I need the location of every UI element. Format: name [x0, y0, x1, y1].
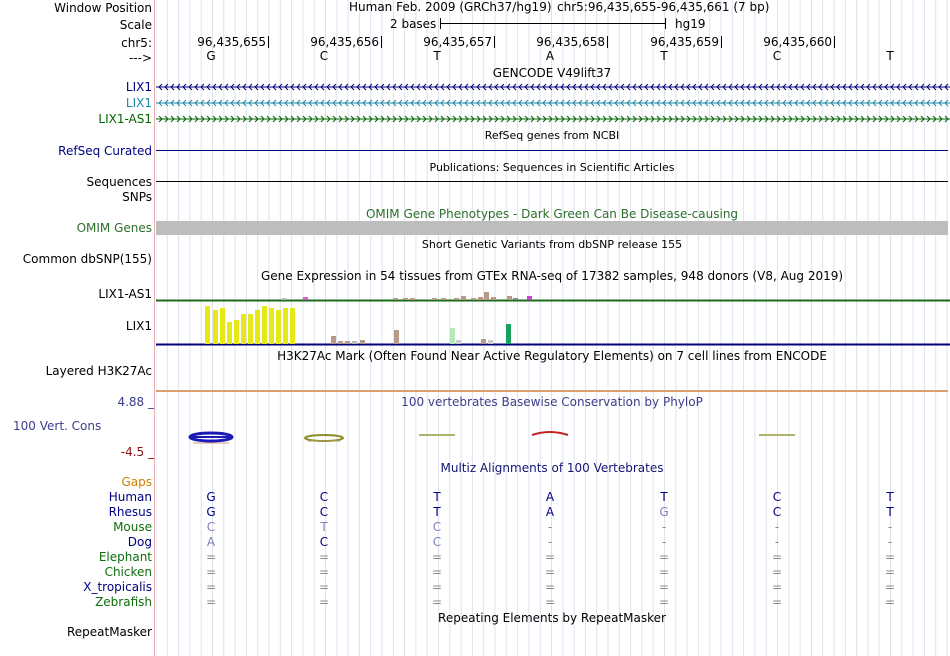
ruler-position-label: 96,435,657 [423, 35, 492, 49]
h3k27ac-title[interactable]: H3K27Ac Mark (Often Found Near Active Regulatory Elements) on 7 cell lines from ENCODE [277, 349, 827, 363]
gencode-gene-lix1-b[interactable]: LIX1 [125, 96, 152, 110]
alignment-base: = [658, 595, 670, 609]
label-column-divider [154, 0, 155, 656]
alignment-base: = [205, 565, 217, 579]
alignment-base: G [206, 505, 216, 519]
reference-base: T [433, 49, 441, 63]
gtex-bar[interactable] [484, 292, 489, 300]
alignment-base: = [318, 565, 330, 579]
gtex-bar[interactable] [393, 298, 398, 300]
cons-glyph[interactable] [532, 432, 568, 435]
gtex-bar[interactable] [338, 341, 343, 344]
strand-label: ---> [128, 51, 152, 65]
gtex-bar[interactable] [471, 298, 476, 300]
species-label-x_tropicalis[interactable]: X_tropicalis [83, 580, 152, 594]
reference-base: T [886, 49, 894, 63]
scale-label: Scale [119, 18, 152, 32]
omim-label[interactable]: OMIM Genes [76, 221, 152, 235]
alignment-base: C [206, 520, 216, 534]
h3k27ac-baseline [156, 390, 948, 392]
alignment-base: A [206, 535, 216, 549]
gencode-gene-lix1-as1[interactable]: LIX1-AS1 [98, 112, 152, 126]
gtex-bar[interactable] [283, 308, 288, 344]
assembly-text: Human Feb. 2009 (GRCh37/hg19) [349, 0, 552, 14]
alignment-base: - [547, 520, 553, 534]
alignment-base: T [320, 520, 328, 534]
reference-base: A [545, 49, 555, 63]
gtex-bar[interactable] [227, 322, 232, 344]
db-text: hg19 [675, 17, 706, 31]
alignment-base: = [658, 565, 670, 579]
ruler-tick [381, 36, 382, 48]
alignment-base: = [544, 565, 556, 579]
alignment-base: = [658, 550, 670, 564]
gtex-bar[interactable] [507, 296, 512, 300]
gtex-bar[interactable] [441, 298, 446, 300]
alignment-base: = [771, 550, 783, 564]
alignment-base: = [771, 595, 783, 609]
refseq-label[interactable]: RefSeq Curated [58, 144, 152, 158]
chrom-label: chr5: [121, 36, 152, 50]
gtex-bar[interactable] [461, 296, 466, 300]
gtex-bar[interactable] [345, 341, 350, 344]
gtex-bar[interactable] [205, 306, 210, 344]
alignment-base: = [658, 580, 670, 594]
cons-label[interactable]: 100 Vert. Cons [13, 419, 102, 433]
ruler-position-label: 96,435,659 [650, 35, 719, 49]
gtex-bar[interactable] [248, 314, 253, 344]
repeatmasker-title[interactable]: Repeating Elements by RepeatMasker [438, 611, 666, 625]
gtex-gene-lix1-as1[interactable]: LIX1-AS1 [98, 287, 152, 301]
alignment-base: T [660, 490, 668, 504]
species-label-mouse[interactable]: Mouse [113, 520, 152, 534]
h3k27ac-label[interactable]: Layered H3K27Ac [45, 364, 152, 378]
alignment-base: G [659, 505, 669, 519]
gtex-bar[interactable] [450, 328, 455, 344]
alignment-base: = [544, 550, 556, 564]
alignment-base: - [661, 520, 667, 534]
dbsnp-label[interactable]: Common dbSNP(155) [22, 252, 152, 266]
alignment-base: T [433, 490, 441, 504]
alignment-base: = [884, 565, 896, 579]
alignment-base: - [661, 535, 667, 549]
reference-base: G [206, 49, 216, 63]
gtex-bar[interactable] [513, 298, 518, 300]
gtex-bar[interactable] [527, 296, 532, 300]
alignment-base: = [771, 580, 783, 594]
alignment-base: C [432, 535, 442, 549]
gene-line-2[interactable] [156, 116, 950, 122]
alignment-base: T [886, 505, 894, 519]
gtex-bar[interactable] [290, 308, 295, 344]
refseq-title[interactable]: RefSeq genes from NCBI [484, 129, 620, 142]
gtex-gene-lix1[interactable]: LIX1 [125, 319, 152, 333]
species-label-rhesus[interactable]: Rhesus [108, 505, 152, 519]
dbsnp-title[interactable]: Short Genetic Variants from dbSNP release 155 [421, 238, 683, 251]
cons-wiggle[interactable] [156, 426, 950, 450]
cons-title[interactable]: 100 vertebrates Basewise Conservation by PhyloP [401, 395, 703, 409]
alignment-base: = [318, 550, 330, 564]
cons-glyph[interactable] [190, 433, 232, 443]
gtex-bar[interactable] [303, 297, 308, 300]
publications-title[interactable]: Publications: Sequences in Scientific Articles [429, 161, 675, 174]
gtex-bar[interactable] [481, 339, 486, 344]
gtex-bar[interactable] [352, 341, 357, 344]
alignment-base: = [318, 580, 330, 594]
ruler-tick [268, 36, 269, 48]
alignment-base: - [887, 520, 893, 534]
species-label-chicken[interactable]: Chicken [104, 565, 152, 579]
gtex-bar[interactable] [255, 310, 260, 344]
alignment-base: = [544, 580, 556, 594]
alignment-base: C [772, 505, 782, 519]
gtex-bar[interactable] [213, 310, 218, 344]
cons-ymax: 4.88 _ [117, 395, 154, 409]
alignment-base: T [886, 490, 894, 504]
ruler-tick [494, 36, 495, 48]
species-label-elephant[interactable]: Elephant [98, 550, 152, 564]
region-text[interactable]: chr5:96,435,655-96,435,661 (7 bp) [557, 0, 770, 14]
alignment-base: C [432, 520, 442, 534]
alignment-base: = [205, 595, 217, 609]
ruler-position-label: 96,435,658 [536, 35, 605, 49]
gene-line-1[interactable] [156, 100, 950, 106]
alignment-base: = [884, 580, 896, 594]
alignment-base: - [887, 535, 893, 549]
publications-line[interactable] [156, 181, 948, 182]
reference-base: C [772, 49, 782, 63]
alignment-base: = [431, 565, 443, 579]
alignment-base: = [205, 580, 217, 594]
omim-title[interactable]: OMIM Gene Phenotypes - Dark Green Can Be Disease-causing [365, 207, 739, 221]
ruler-position-label: 96,435,656 [310, 35, 379, 49]
alignment-base: = [884, 550, 896, 564]
alignment-base: - [547, 535, 553, 549]
snps-label[interactable]: SNPs [122, 190, 152, 204]
gencode-gene-lines[interactable] [156, 80, 950, 126]
gtex-bar[interactable] [262, 306, 267, 344]
gtex-bar[interactable] [269, 308, 274, 344]
gtex-bar[interactable] [241, 314, 246, 344]
window-position-label: Window Position [54, 1, 152, 15]
cons-glyph[interactable] [305, 435, 343, 441]
repeatmasker-label[interactable]: RepeatMasker [66, 625, 152, 639]
alignment-base: - [774, 535, 780, 549]
alignment-base: C [319, 490, 329, 504]
alignment-base: = [205, 550, 217, 564]
scale-bar [440, 23, 666, 24]
ruler-position-label: 96,435,655 [197, 35, 266, 49]
refseq-gene-line[interactable] [156, 150, 948, 151]
gtex-bar[interactable] [276, 310, 281, 344]
ruler-tick [721, 36, 722, 48]
gtex-bar[interactable] [331, 336, 336, 344]
alignment-base: C [319, 535, 329, 549]
alignment-base: C [772, 490, 782, 504]
gtex-bar[interactable] [488, 340, 493, 344]
gtex-bar[interactable] [478, 297, 483, 300]
species-label-zebrafish[interactable]: Zebrafish [95, 595, 152, 609]
gtex-bar[interactable] [456, 340, 461, 344]
alignment-base: C [319, 505, 329, 519]
alignment-base: = [771, 565, 783, 579]
alignment-base: A [545, 505, 555, 519]
alignment-base: A [545, 490, 555, 504]
alignment-base: = [431, 595, 443, 609]
cons-ymin: -4.5 _ [120, 445, 154, 459]
reference-base: C [319, 49, 329, 63]
gencode-title[interactable]: GENCODE V49lift37 [492, 66, 612, 80]
gtex-title[interactable]: Gene Expression in 54 tissues from GTEx RNA-seq of 17382 samples, 948 donors (V8, Aug 2019) [260, 269, 844, 283]
alignment-base: = [431, 550, 443, 564]
alignment-base: = [431, 580, 443, 594]
gtex-expression-bars[interactable] [156, 288, 950, 348]
gtex-bar[interactable] [491, 297, 496, 300]
gtex-bar[interactable] [360, 340, 365, 344]
ruler-position-label: 96,435,660 [763, 35, 832, 49]
alignment-base: T [433, 505, 441, 519]
gaps-label[interactable]: Gaps [121, 475, 152, 489]
species-label-dog[interactable]: Dog [127, 535, 152, 549]
gtex-bar[interactable] [432, 298, 437, 300]
alignment-base: = [544, 595, 556, 609]
gtex-bar[interactable] [403, 298, 408, 300]
alignment-base: - [774, 520, 780, 534]
gtex-bar[interactable] [454, 298, 459, 300]
omim-feature-bar[interactable] [156, 221, 948, 235]
gencode-gene-lix1-a[interactable]: LIX1 [125, 80, 152, 94]
alignment-base: = [884, 595, 896, 609]
gtex-bar[interactable] [506, 324, 511, 344]
gene-line-0[interactable] [156, 84, 950, 90]
scale-text: 2 bases [390, 17, 437, 31]
publications-label[interactable]: Sequences [86, 175, 152, 189]
reference-base: T [660, 49, 668, 63]
alignment-base: = [318, 595, 330, 609]
gtex-bar[interactable] [282, 298, 287, 300]
alignment-base: G [206, 490, 216, 504]
gtex-bar[interactable] [220, 308, 225, 344]
ruler-tick [834, 36, 835, 48]
gtex-bar[interactable] [234, 320, 239, 344]
ruler-tick [607, 36, 608, 48]
gtex-bar[interactable] [410, 298, 415, 300]
species-label-human[interactable]: Human [108, 490, 152, 504]
gtex-bar[interactable] [394, 330, 399, 344]
multiz-title[interactable]: Multiz Alignments of 100 Vertebrates [440, 461, 664, 475]
